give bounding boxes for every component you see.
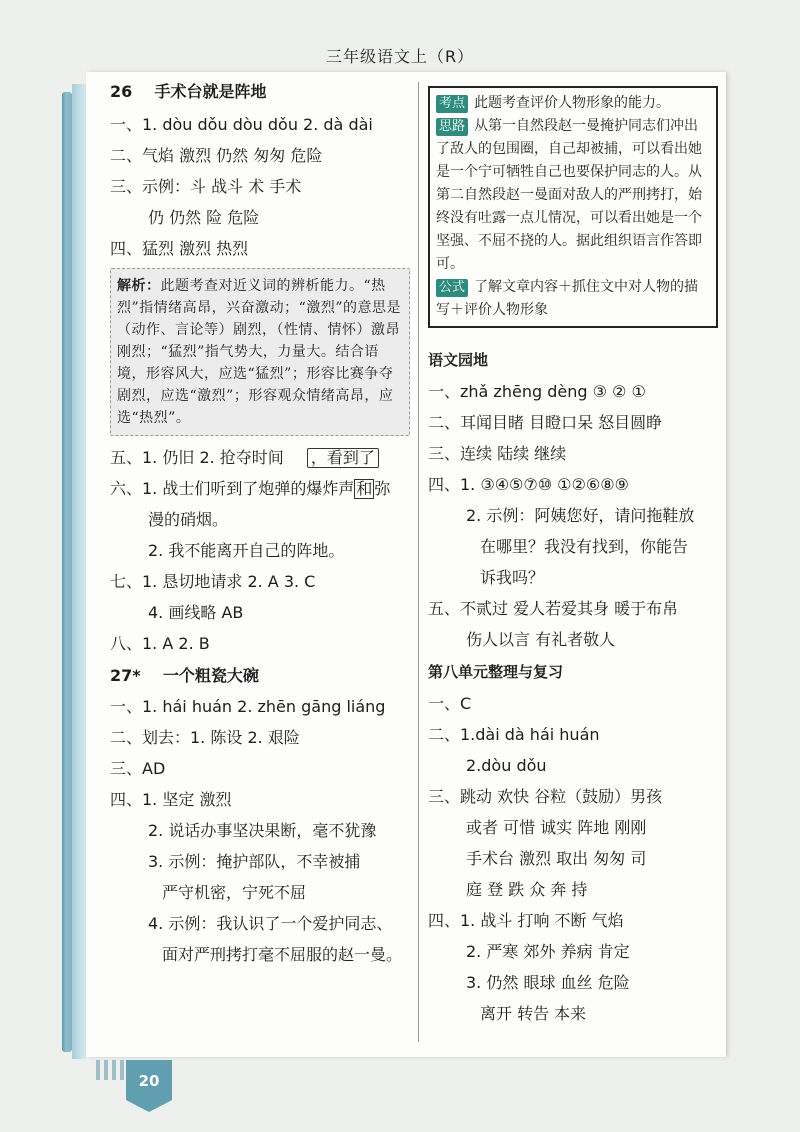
answer-line: 三、连续 陆续 继续 [428, 444, 567, 463]
answer-line: 四、1. ③④⑤⑦⑩ ①②⑥⑧⑨ [428, 475, 629, 494]
answer-line: 离开 转告 本来 [480, 1004, 587, 1023]
answer-line: 三、跳动 欢快 谷粒（鼓励）男孩 [428, 787, 663, 806]
answer-line: 五、不贰过 爱人若爱其身 暖于布帛 [428, 599, 679, 618]
thinking [436, 115, 710, 276]
explanation-box [428, 86, 718, 328]
answer-line: 严守机密，宁死不屈 [162, 883, 307, 902]
lesson-26-title [110, 82, 410, 102]
page-stack-edge-light [72, 84, 86, 1059]
analysis-box [110, 268, 410, 436]
answer-text: 弥 [374, 479, 391, 498]
answer-line: 漫的硝烟。 [148, 510, 229, 529]
answer-line: 二、划去：1. 陈设 2. 艰险 [110, 728, 300, 747]
answer-line: 2. 我不能离开自己的阵地。 [148, 541, 345, 560]
answer-line: 四、猛烈 激烈 热烈 [110, 239, 249, 258]
analysis-text: 此题考查对近义词的辨析能力。“热烈”指情绪高昂，兴奋激动；“激烈”的意思是（动作、言论等）剧烈，（性情、情怀）激昂刚烈；“猛烈”指气势大，力量大。结合语境，形容风大，应选“猛烈”；形容比赛争夺剧烈，应选“激烈”；形容观众情绪高昂，应选“热烈”。 [117, 278, 401, 426]
tag-formula: 公式 [436, 279, 468, 297]
revision-box: ，看到了 [307, 448, 379, 468]
tag-key-point: 考点 [436, 95, 468, 113]
page-tab-tip [126, 1100, 172, 1112]
answer-line: 二、1.dài dà hái huán [428, 725, 600, 744]
lesson-name: 一个粗瓷大碗 [162, 666, 259, 685]
answer-line: 八、1. A 2. B [110, 634, 210, 653]
answer-line: 2. 严寒 郊外 养病 肯定 [466, 942, 630, 961]
answer-line: 七、1. 恳切地请求 2. A 3. C [110, 572, 316, 591]
section-title-unit8: 第八单元整理与复习 [428, 663, 564, 681]
answer-line [110, 448, 410, 468]
answer-line: 或者 可惜 诚实 阵地 刚刚 [466, 818, 647, 837]
answer-line: 手术台 激烈 取出 匆匆 司 [466, 849, 647, 868]
formula [436, 276, 710, 322]
answer-line: 三、示例：斗 战斗 术 手术 [110, 177, 302, 196]
page-stack-edge [62, 92, 72, 1052]
answer-line: 三、AD [110, 759, 166, 778]
answer-line: 二、气焰 激烈 仍然 匆匆 危险 [110, 146, 323, 165]
page-edge-decoration [96, 1060, 128, 1080]
lesson-number: 26 [110, 82, 133, 101]
answer-line: 2. 说话办事坚决果断，毫不犹豫 [148, 821, 377, 840]
answer-line: 3. 仍然 眼球 血丝 危险 [466, 973, 630, 992]
key-point [436, 92, 710, 115]
answer-line: 一、1. hái huán 2. zhēn gāng liáng [110, 697, 386, 716]
answer-text: 五、1. 仍旧 2. 抢夺时间 [110, 448, 284, 467]
left-column [110, 82, 410, 964]
page-header: 三年级语文上（R） [325, 47, 475, 66]
column-divider [418, 82, 419, 1042]
answer-line: 诉我吗？ [480, 568, 545, 587]
answer-line: 在哪里？我没有找到，你能告 [480, 537, 689, 556]
answer-line: 伤人以言 有礼者敬人 [466, 630, 616, 649]
analysis-label: 解析： [117, 278, 161, 294]
thinking-text: 从第一自然段赵一曼掩护同志们冲出了敌人的包围圈，自己却被捕，可以看出她是一个宁可牺牲自己也要保护同志的人。从第二自然段赵一曼面对敌人的严刑拷打，始终没有吐露一点儿情况，可以看出她是一个坚强、不屈不挠的人。据此组织语言作答即可。 [436, 118, 702, 272]
section-title-garden: 语文园地 [428, 351, 489, 369]
answer-line: 2. 示例：阿姨您好，请问拖鞋放 [466, 506, 695, 525]
answer-line: 4. 画线略 AB [148, 603, 244, 622]
page-number-tab [126, 1060, 172, 1108]
formula-text: 了解文章内容＋抓住文中对人物的描写＋评价人物形象 [436, 279, 699, 318]
right-column [428, 86, 718, 1023]
boxed-char: 和 [356, 479, 373, 498]
lesson-number: 27* [110, 666, 141, 685]
page-number: 20 [138, 1072, 160, 1090]
answer-line: 庭 登 跌 众 奔 持 [466, 880, 588, 899]
tag-thinking: 思路 [436, 118, 468, 136]
key-point-text: 此题考查评价人物形象的能力。 [474, 95, 671, 111]
answer-line: 一、1. dòu dǒu dòu dǒu 2. dà dài [110, 115, 373, 134]
lesson-27-title [110, 666, 410, 686]
answer-line: 一、C [428, 694, 472, 713]
answer-line: 一、zhǎ zhēng dèng ③ ② ① [428, 382, 646, 401]
answer-line: 四、1. 坚定 激烈 [110, 790, 232, 809]
answer-line: 2.dòu dǒu [466, 756, 547, 775]
lesson-name: 手术台就是阵地 [154, 82, 267, 101]
answer-line: 四、1. 战斗 打响 不断 气焰 [428, 911, 624, 930]
answer-text: 六、1. 战士们听到了炮弹的爆炸声 [110, 479, 355, 498]
answer-line: 仍 仍然 险 危险 [148, 208, 260, 227]
answer-line: 4. 示例：我认识了一个爱护同志、 [148, 914, 393, 933]
answer-line: 面对严刑拷打毫不屈服的赵一曼。 [162, 945, 403, 964]
answer-line: 3. 示例：掩护部队，不幸被捕 [148, 852, 361, 871]
answer-line: 二、耳闻目睹 目瞪口呆 怒目圆睁 [428, 413, 663, 432]
answer-line [110, 479, 410, 499]
